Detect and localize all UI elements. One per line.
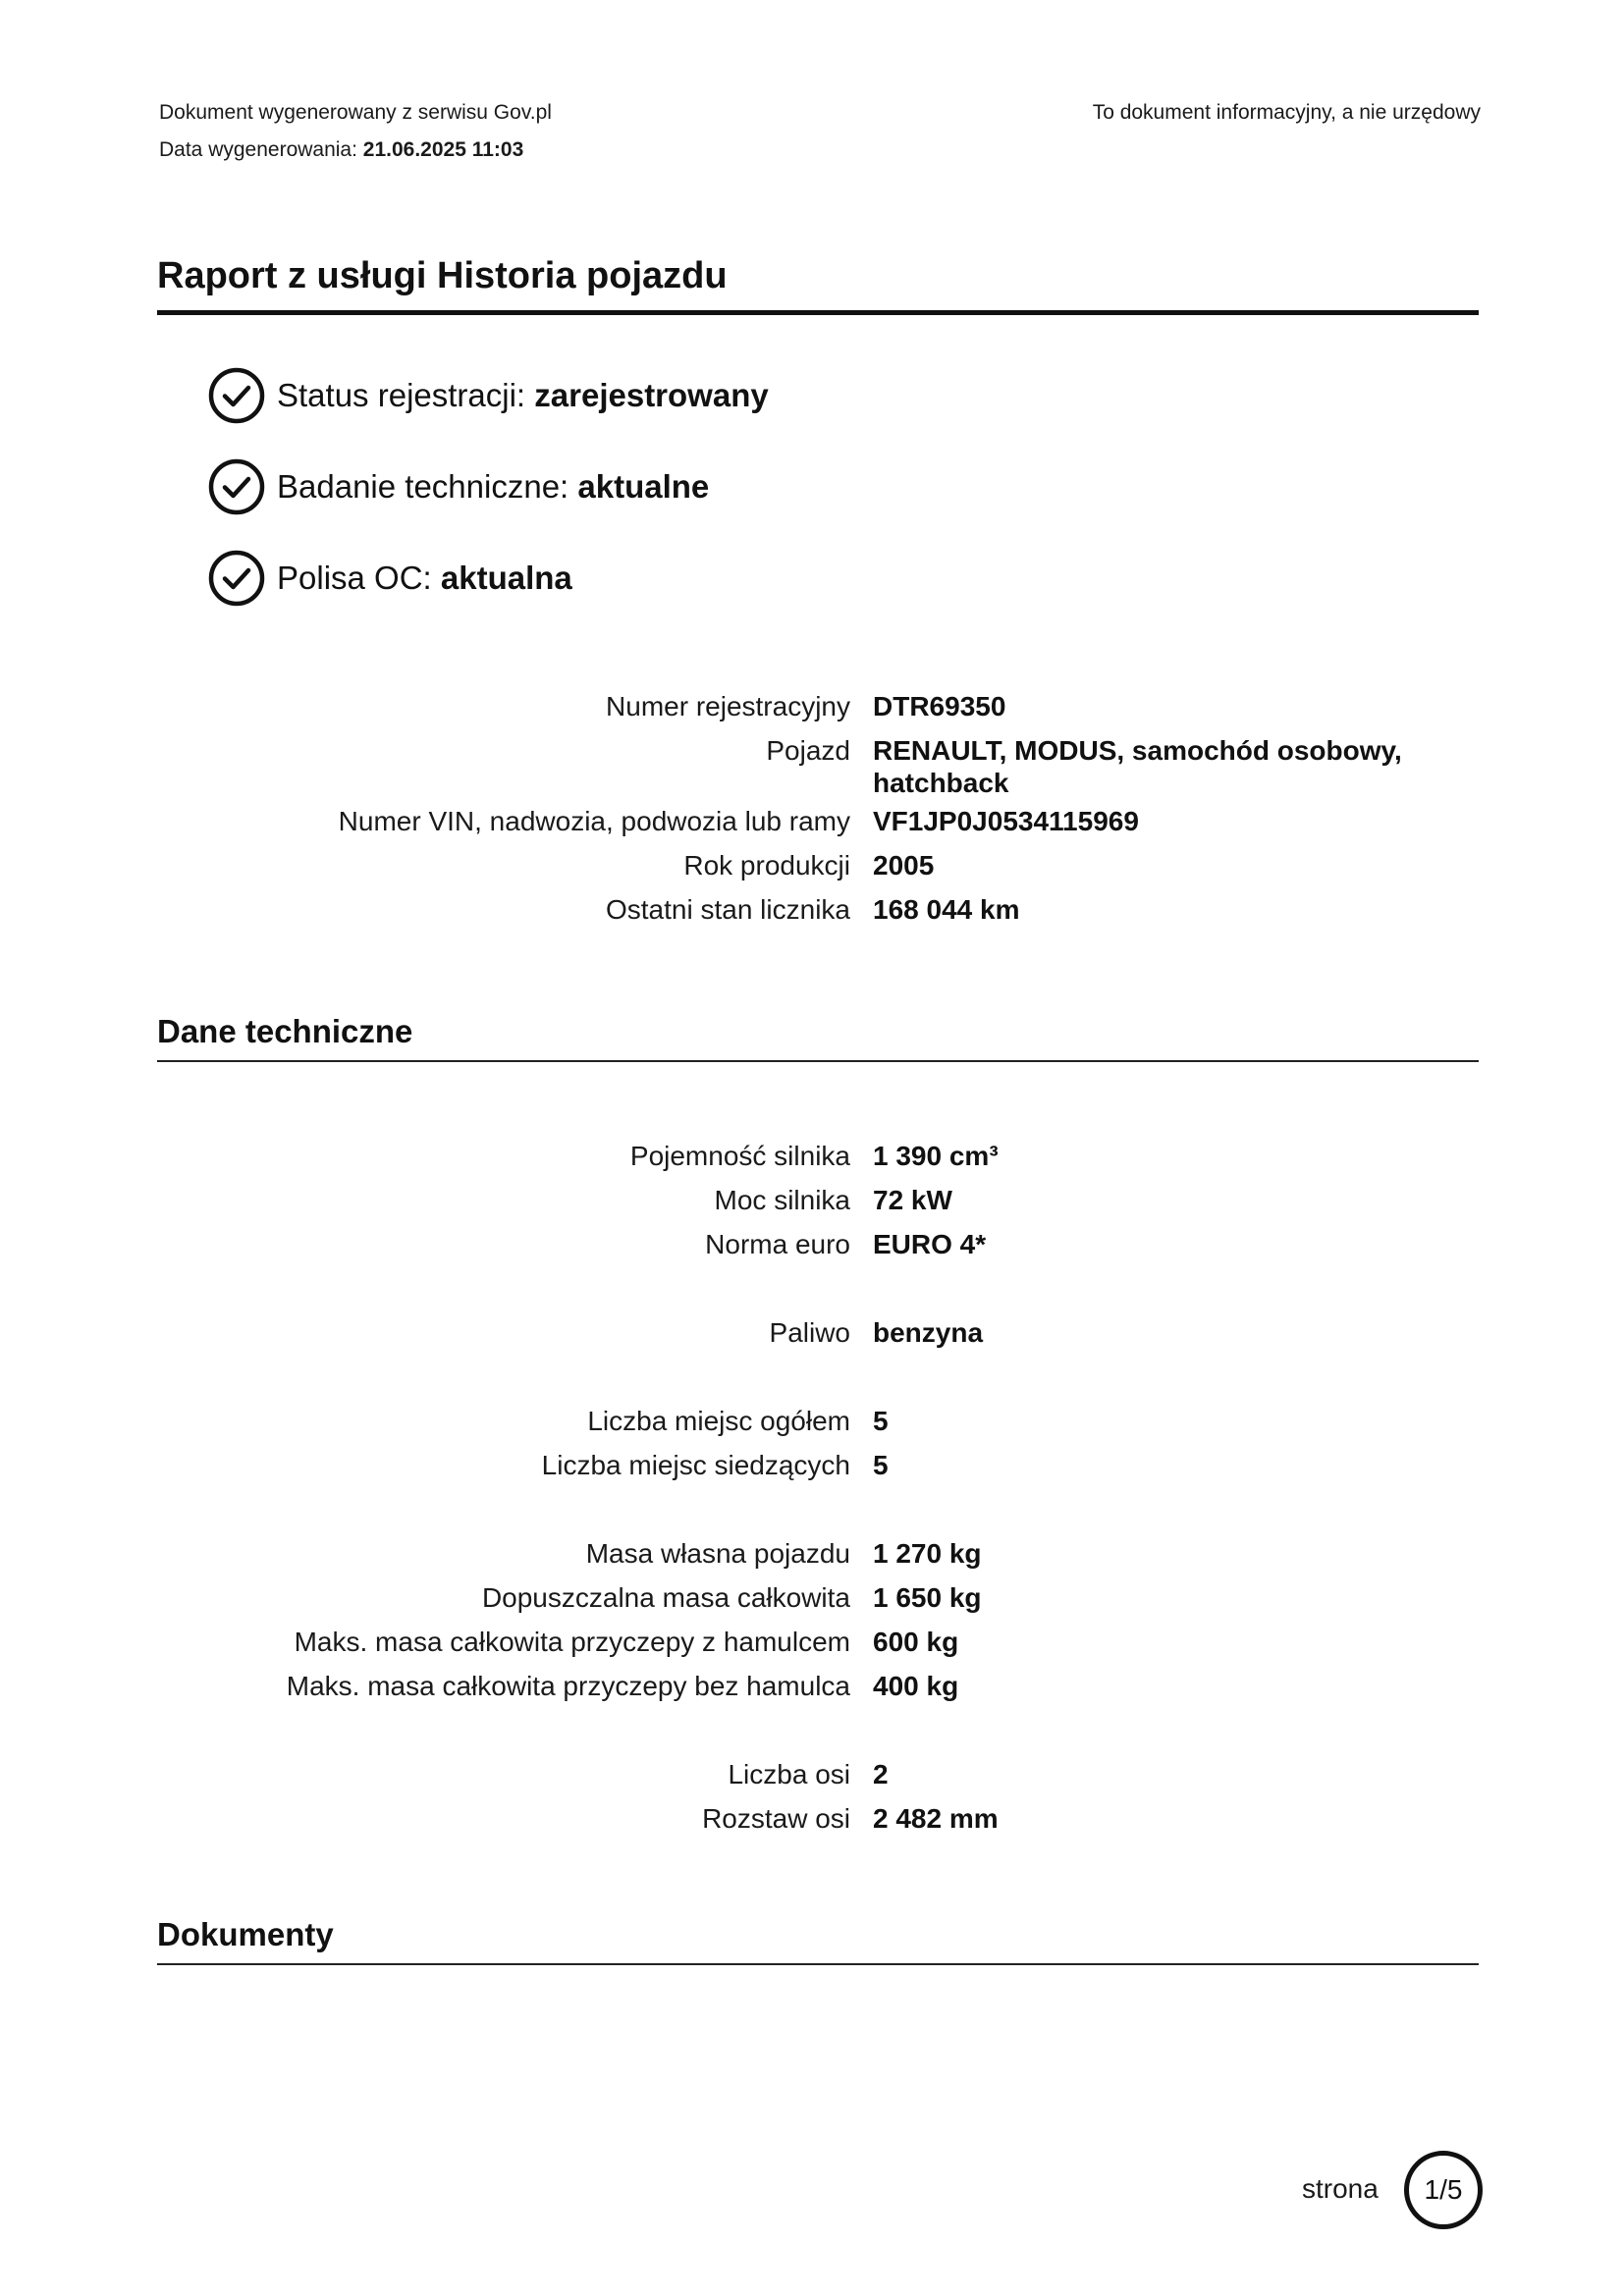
engine-power-value: 72 kW	[873, 1185, 952, 1215]
status-registration	[208, 367, 769, 424]
check-circle-icon	[208, 458, 265, 515]
status-insurance-value: aktualna	[440, 560, 572, 596]
gross-weight-row	[0, 1575, 1624, 1620]
status-registration-value: zarejestrowany	[534, 377, 769, 413]
check-circle-icon	[208, 367, 265, 424]
spacer	[0, 1487, 1624, 1531]
axles-label: Liczba osi	[728, 1759, 850, 1789]
year-label: Rok produkcji	[683, 850, 850, 881]
curb-weight-row	[0, 1531, 1624, 1575]
vin-value: VF1JP0J0534115969	[873, 806, 1139, 836]
section-title-documents: Dokumenty	[157, 1916, 334, 1952]
generation-date	[159, 132, 552, 169]
status-insurance	[208, 550, 769, 607]
engine-capacity-value: 1 390 cm³	[873, 1141, 999, 1171]
page-label: strona	[1302, 2173, 1379, 2204]
generation-date-value: 21.06.2025 11:03	[362, 138, 524, 161]
engine-power-label: Moc silnika	[714, 1185, 850, 1215]
year-value: 2005	[873, 850, 935, 881]
odometer-label: Ostatni stan licznika	[606, 894, 850, 925]
seats-sitting-row	[0, 1443, 1624, 1487]
engine-capacity-row	[0, 1134, 1624, 1178]
axles-row	[0, 1752, 1624, 1796]
fuel-label: Paliwo	[769, 1317, 850, 1348]
euro-norm-value: EURO 4*	[873, 1229, 987, 1259]
title-divider	[157, 310, 1479, 315]
euro-norm-row	[0, 1222, 1624, 1266]
engine-power-row	[0, 1178, 1624, 1222]
vehicle-value: RENAULT, MODUS, samochód osobowy, hatchback	[873, 735, 1402, 798]
seats-sitting-label: Liczba miejsc siedzących	[541, 1450, 850, 1480]
odometer-value: 168 044 km	[873, 894, 1020, 925]
wheelbase-row	[0, 1796, 1624, 1841]
seats-total-label: Liczba miejsc ogółem	[587, 1406, 850, 1436]
trailer-braked-label: Maks. masa całkowita przyczepy z hamulcem	[294, 1627, 850, 1657]
registration-value: DTR69350	[873, 691, 1006, 721]
trailer-unbraked-label: Maks. masa całkowita przyczepy bez hamulca	[286, 1671, 850, 1701]
status-inspection-value: aktualne	[577, 468, 710, 505]
status-insurance-text	[277, 560, 572, 597]
fuel-value: benzyna	[873, 1317, 984, 1348]
registration-label: Numer rejestracyjny	[606, 691, 850, 721]
vehicle-vin-row	[0, 799, 1624, 843]
section-title-technical: Dane techniczne	[157, 1013, 413, 1049]
source-line: Dokument wygenerowany z serwisu Gov.pl	[159, 101, 552, 124]
curb-weight-label: Masa własna pojazdu	[585, 1538, 850, 1569]
wheelbase-value: 2 482 mm	[873, 1803, 999, 1834]
header-meta	[159, 94, 552, 169]
disclaimer: To dokument informacyjny, a nie urzędowy	[1092, 101, 1481, 124]
generation-date-label: Data wygenerowania:	[159, 138, 357, 161]
fuel-row	[0, 1310, 1624, 1355]
trailer-unbraked-value: 400 kg	[873, 1671, 959, 1701]
vehicle-info	[0, 684, 1624, 932]
check-circle-icon	[208, 550, 265, 607]
vehicle-label: Pojazd	[766, 735, 850, 766]
wheelbase-label: Rozstaw osi	[702, 1803, 850, 1834]
section-divider-technical	[157, 1060, 1479, 1062]
status-insurance-label: Polisa OC:	[277, 560, 432, 596]
spacer	[0, 1266, 1624, 1310]
status-inspection-text	[277, 468, 709, 506]
trailer-braked-value: 600 kg	[873, 1627, 959, 1657]
section-divider-documents	[157, 1963, 1479, 1965]
trailer-braked-row	[0, 1620, 1624, 1664]
spacer	[0, 1355, 1624, 1399]
seats-total-row	[0, 1399, 1624, 1443]
trailer-unbraked-row	[0, 1664, 1624, 1708]
seats-sitting-value: 5	[873, 1450, 889, 1480]
status-inspection-label: Badanie techniczne:	[277, 468, 569, 505]
vehicle-year-row	[0, 843, 1624, 887]
page-number-badge	[1404, 2151, 1483, 2229]
axles-value: 2	[873, 1759, 889, 1789]
status-registration-label: Status rejestracji:	[277, 377, 526, 413]
vehicle-model-row	[0, 728, 1624, 799]
vin-label: Numer VIN, nadwozia, podwozia lub ramy	[338, 806, 850, 836]
status-registration-text	[277, 377, 769, 414]
euro-norm-label: Norma euro	[705, 1229, 850, 1259]
vehicle-registration-row	[0, 684, 1624, 728]
seats-total-value: 5	[873, 1406, 889, 1436]
technical-data	[0, 1134, 1624, 1841]
report-title: Raport z usługi Historia pojazdu	[157, 255, 728, 296]
status-inspection	[208, 458, 769, 515]
engine-capacity-label: Pojemność silnika	[629, 1141, 850, 1171]
gross-weight-value: 1 650 kg	[873, 1582, 982, 1613]
gross-weight-label: Dopuszczalna masa całkowita	[481, 1582, 850, 1613]
vehicle-odometer-row	[0, 887, 1624, 932]
spacer	[0, 1708, 1624, 1752]
curb-weight-value: 1 270 kg	[873, 1538, 982, 1569]
page-number: 1/5	[1424, 2174, 1463, 2205]
status-list	[208, 367, 769, 641]
